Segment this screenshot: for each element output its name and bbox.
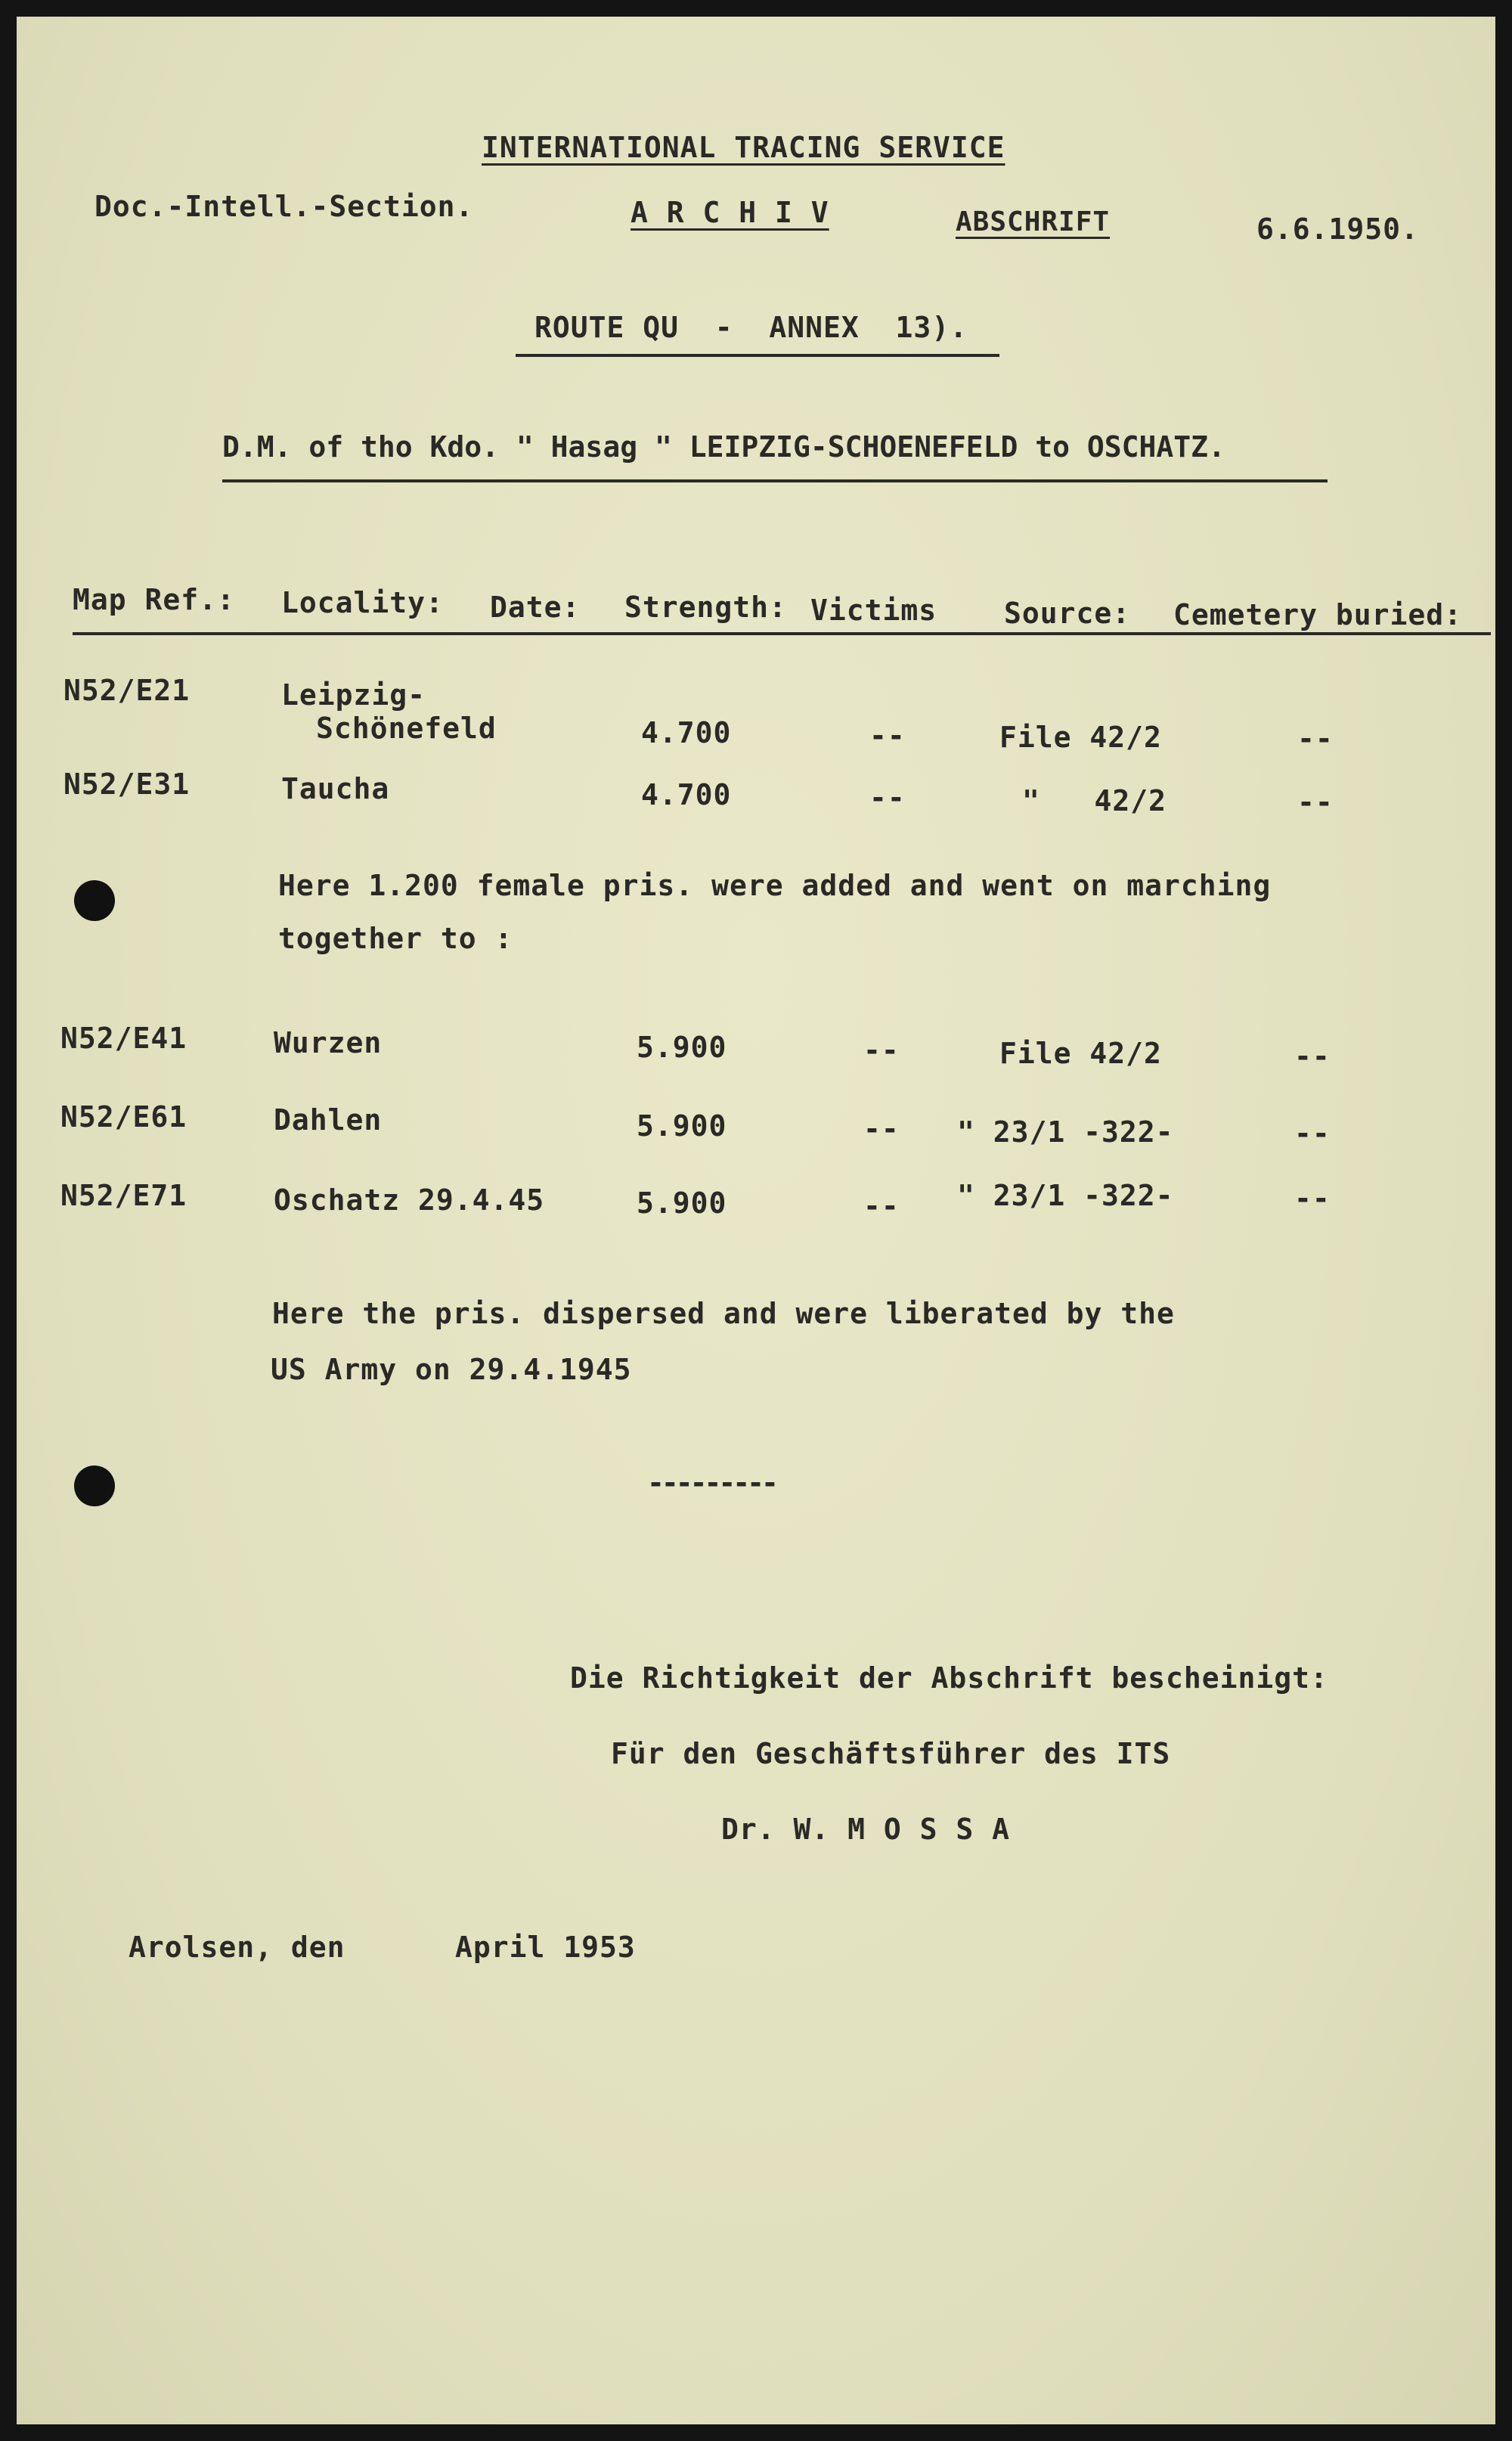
- punch-hole-bottom: [74, 1466, 115, 1506]
- cemetery-cell: --: [1294, 1040, 1331, 1073]
- copy-label: ABSCHRIFT: [956, 206, 1111, 237]
- locality-cont-cell: Schönefeld: [316, 712, 497, 745]
- note-liberation-line2: US Army on 29.4.1945: [271, 1353, 632, 1386]
- footer-place: Arolsen, den: [129, 1931, 345, 1964]
- locality-cell: Leipzig-: [281, 678, 426, 712]
- note-liberation-line1: Here the pris. dispersed and were liberated by the: [272, 1297, 1175, 1330]
- table-header-underline: [73, 632, 1491, 635]
- source-cell: " 42/2: [1022, 784, 1167, 817]
- header-map-ref: Map Ref.:: [73, 583, 235, 616]
- victims-cell: --: [863, 1034, 900, 1067]
- header-source: Source:: [1004, 597, 1131, 630]
- header-date: Date:: [490, 591, 581, 624]
- route-title: ROUTE QU - ANNEX 13).: [534, 311, 968, 344]
- header-cemetery: Cemetery buried:: [1173, 598, 1463, 631]
- locality-cell: Dahlen: [274, 1103, 383, 1137]
- header-strength: Strength:: [624, 591, 787, 624]
- source-cell: " 23/1 -322-: [957, 1179, 1174, 1212]
- archive-stamp: A R C H I V: [631, 196, 829, 229]
- strength-cell: 4.700: [641, 778, 732, 811]
- source-cell: File 42/2: [999, 1037, 1162, 1070]
- strength-cell: 4.700: [641, 716, 732, 749]
- march-subtitle: D.M. of tho Kdo. " Hasag " LEIPZIG-SCHOENEFELD to OSCHATZ.: [222, 430, 1225, 464]
- map-ref-cell: N52/E71: [60, 1179, 187, 1212]
- source-cell: File 42/2: [999, 721, 1162, 754]
- victims-cell: --: [863, 1189, 900, 1223]
- punch-hole-top: [74, 880, 115, 921]
- signatory-name: Dr. W. M O S S A: [721, 1813, 1011, 1846]
- map-ref-cell: N52/E41: [60, 1022, 187, 1055]
- map-ref-cell: N52/E61: [60, 1100, 187, 1134]
- note-added-prisoners-line1: Here 1.200 female pris. were added and went on marching: [278, 869, 1272, 902]
- document-date: 6.6.1950.: [1256, 212, 1419, 246]
- route-title-underline: [516, 354, 999, 357]
- cemetery-cell: --: [1297, 786, 1334, 819]
- header-victims: Victims: [810, 594, 937, 627]
- subtitle-underline: [222, 479, 1328, 482]
- section-label: Doc.-Intell.-Section.: [94, 190, 474, 223]
- strength-cell: 5.900: [637, 1109, 727, 1143]
- cemetery-cell: --: [1294, 1117, 1331, 1150]
- victims-cell: --: [863, 1112, 900, 1146]
- certification-for-line: Für den Geschäftsführer des ITS: [611, 1737, 1171, 1770]
- locality-cell: Wurzen: [274, 1026, 383, 1059]
- cemetery-cell: --: [1297, 722, 1334, 755]
- note-added-prisoners-line2: together to :: [278, 922, 513, 955]
- strength-cell: 5.900: [637, 1031, 727, 1064]
- map-ref-cell: N52/E21: [64, 674, 191, 707]
- locality-cell: Taucha: [281, 772, 390, 805]
- victims-cell: --: [869, 781, 906, 814]
- victims-cell: --: [869, 719, 906, 752]
- source-cell: " 23/1 -322-: [957, 1115, 1174, 1149]
- separator-dashes: ---------: [647, 1466, 776, 1500]
- strength-cell: 5.900: [637, 1186, 727, 1220]
- certification-line: Die Richtigkeit der Abschrift bescheinigt:: [570, 1661, 1328, 1695]
- header-locality: Locality:: [281, 586, 444, 619]
- institution-title: INTERNATIONAL TRACING SERVICE: [482, 131, 1005, 164]
- map-ref-cell: N52/E31: [64, 768, 191, 801]
- document-page: [17, 17, 1495, 2424]
- locality-cell: Oschatz 29.4.45: [274, 1183, 545, 1217]
- cemetery-cell: --: [1294, 1182, 1331, 1215]
- footer-date: April 1953: [455, 1931, 636, 1964]
